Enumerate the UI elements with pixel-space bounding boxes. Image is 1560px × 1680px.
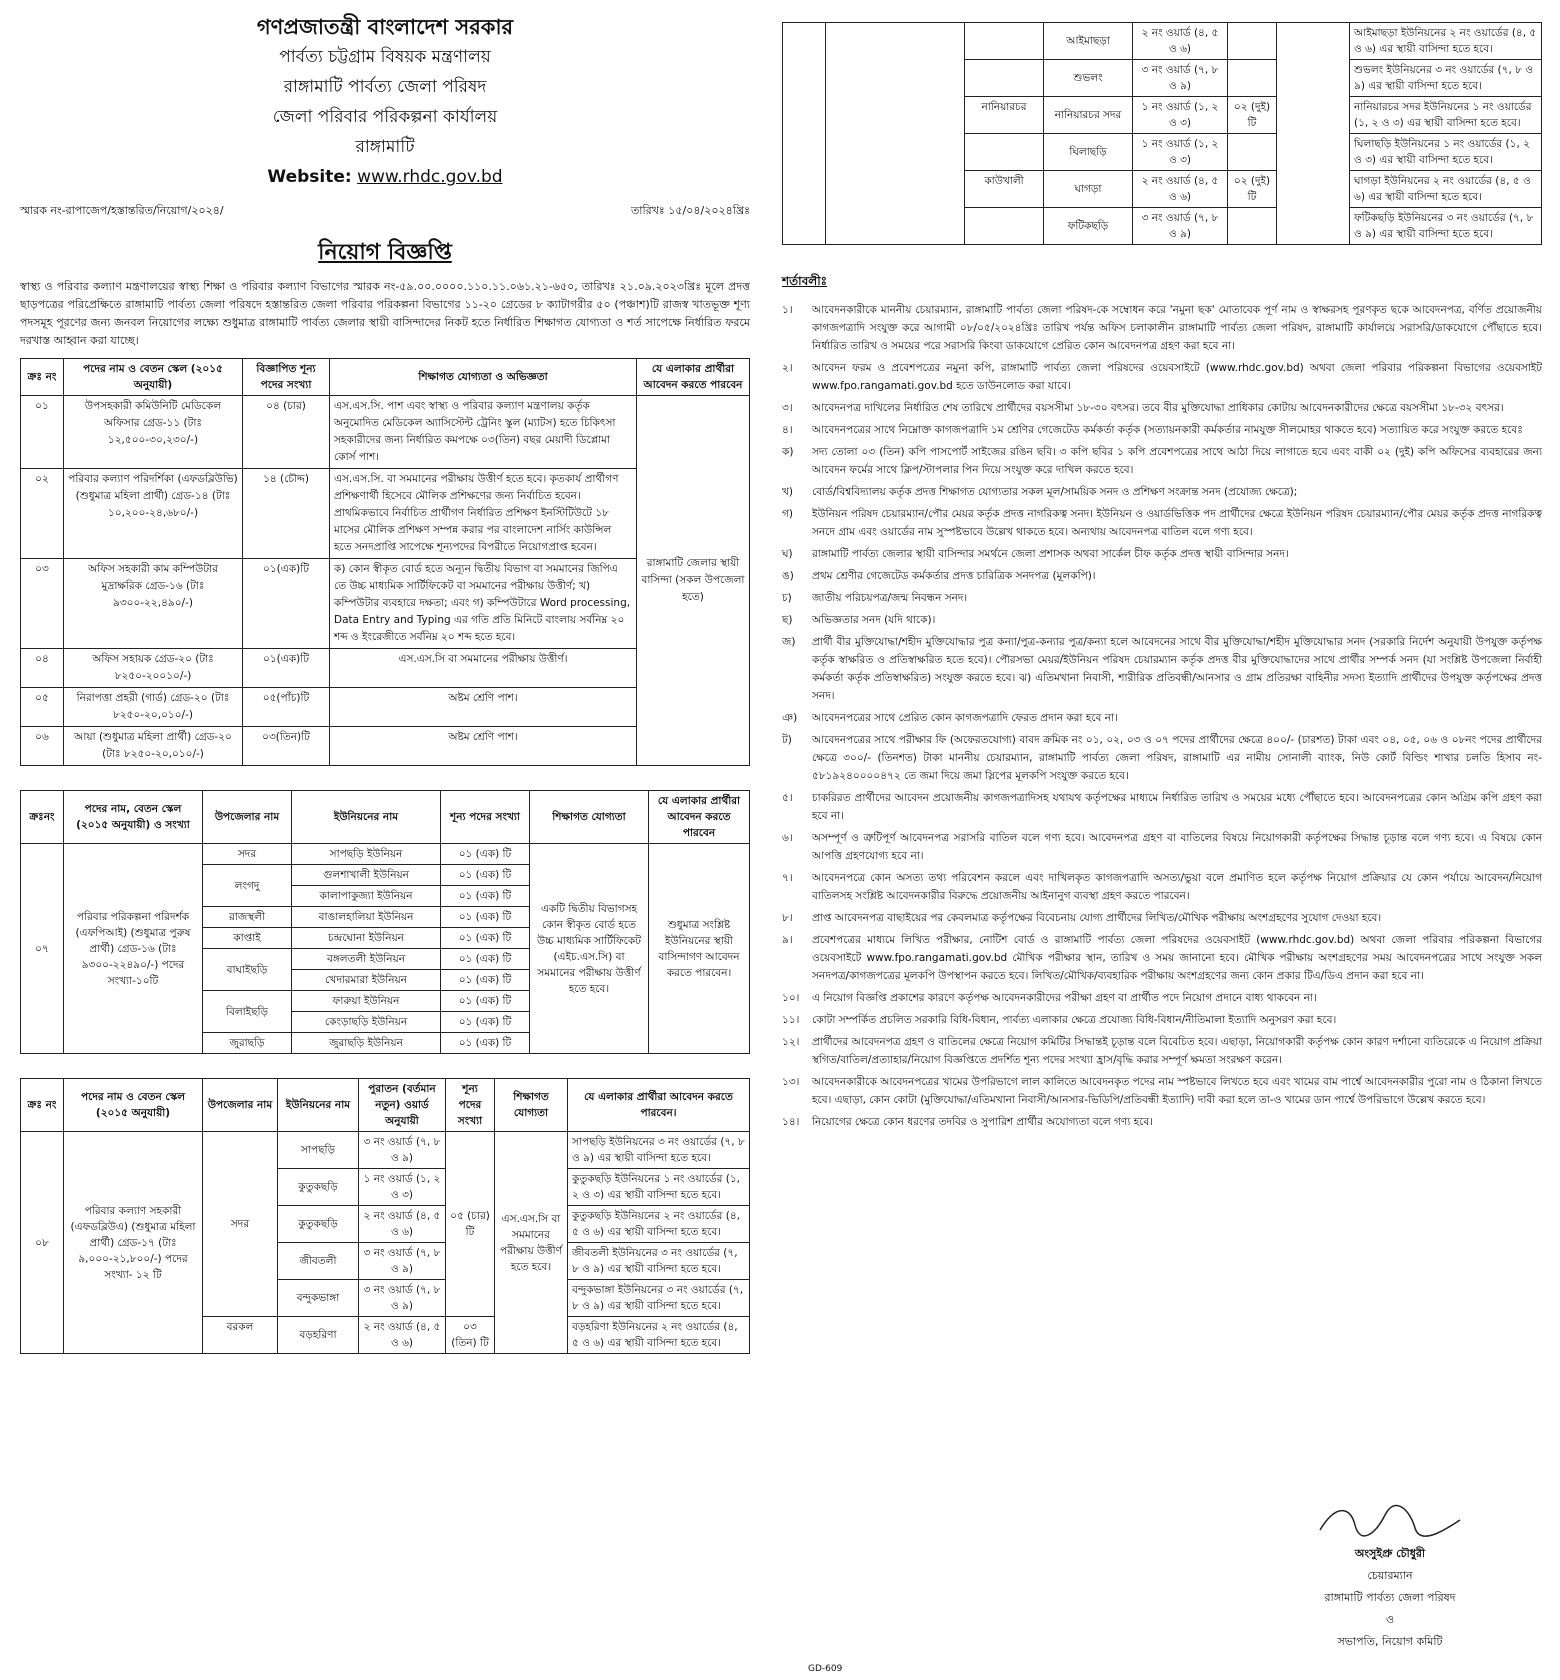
term-number: ছ) bbox=[782, 614, 793, 626]
term-text: অসম্পূর্ণ ও ত্রুটিপূর্ণ আবেদনপত্র সরাসরি বাতিল বলে গণ্য হবে। আবেদনপত্র গ্রহণ বা বাতিলের বিষয়ে নিয়োগকারী কর্তৃপক্ষের সিদ্ধান্ত চূড়ান্ত বলে গণ্য হবে। এ বিষয়ে কোন আপত্তি গ্রহণযোগ্য হবে না। bbox=[812, 832, 1542, 862]
union-cell: সাপছড়ি bbox=[278, 1132, 359, 1169]
col-header: পদের নাম ও বেতন স্কেল (২০১৫ অনুযায়ী) bbox=[64, 359, 243, 396]
ward-cell: ৩ নং ওয়ার্ড (৭, ৮ ও ৯) bbox=[359, 1280, 446, 1317]
term-item bbox=[782, 567, 1542, 585]
qualification-cell: এস.এস.সি. বা সমমানের পরীক্ষায় উত্তীর্ণ হতে হবে। কৃতকার্য প্রার্থীগণ প্রশিক্ষণার্থী হিসেবে মৌলিক প্রশিক্ষণের জন্য নির্বাচিত হবেন। প্রাথমিকভাবে নির্বাচিত প্রার্থীগণ নির্ধারিত প্রশিক্ষণ ইনস্টিটিউটে ১৮ মাসের মৌলিক প্রশিক্ষণ সম্পন্ন করার পর বাংলাদেশ নার্সিং কাউন্সিল হতে সনদপ্রাপ্তি সাপেক্ষে শূন্যপদের বিপরীতে নিয়োগপ্রাপ্ত হবেন। bbox=[330, 469, 637, 559]
union-cell: বন্দুকভাঙ্গা bbox=[278, 1280, 359, 1317]
col-header: শিক্ষাগত যোগ্যতা bbox=[495, 1079, 568, 1132]
term-number: ১৩। bbox=[782, 1076, 800, 1088]
serial-cell: ০৬ bbox=[21, 727, 64, 766]
col-header: ক্রঃনং bbox=[21, 791, 64, 844]
upazila-cell: নানিয়ারচর bbox=[965, 97, 1044, 134]
post-cell: উপসহকারী কমিউনিটি মেডিকেল অফিসার গ্রেড-১১ (টাঃ ১২,৫০০-৩০,২৩০/-) bbox=[64, 396, 243, 469]
term-number: ৩। bbox=[782, 402, 793, 414]
count-cell: ০১ (এক) টি bbox=[441, 949, 530, 970]
signatory-office: রাঙ্গামাটি পার্বত্য জেলা পরিষদ bbox=[1324, 1591, 1456, 1604]
term-number: ঙ) bbox=[782, 570, 794, 582]
upazila-cell: কাপ্তাই bbox=[203, 928, 292, 949]
count-cell: ০১ (এক) টি bbox=[441, 991, 530, 1012]
col-header: যে এলাকার প্রার্থীরা আবেদন করতে পারবেন bbox=[649, 791, 750, 844]
ward-cell: ১ নং ওয়ার্ড (১, ২ ও ৩) bbox=[359, 1169, 446, 1206]
union-cell: নানিয়ারচর সদর bbox=[1044, 97, 1133, 134]
count-cell: ০১(এক)টি bbox=[243, 649, 330, 688]
post-cell: আয়া (শুধুমাত্র মহিলা প্রার্থী) গ্রেড-২০ (টাঃ ৮২৫০-২০,০১০/-) bbox=[64, 727, 243, 766]
upazila-cell: জুরাছড়ি bbox=[203, 1033, 292, 1054]
reference-line bbox=[20, 202, 750, 221]
upazila-cell bbox=[965, 60, 1044, 97]
area-cell: আইমাছড়া ইউনিয়নের ২ নং ওয়ার্ডের (৪, ৫ ও ৬) এর স্থায়ী বাসিন্দা হতে হবে। bbox=[1350, 23, 1542, 60]
term-item bbox=[782, 1113, 1542, 1131]
qualification-cell: অষ্টম শ্রেণি পাশ। bbox=[330, 727, 637, 766]
union-cell: কুতুকছড়ি bbox=[278, 1206, 359, 1243]
website-line bbox=[20, 162, 750, 192]
col-header: ক্রঃ নং bbox=[21, 359, 64, 396]
col-header: শূন্য পদের সংখ্যা bbox=[441, 791, 530, 844]
qualification-cell: এস.এস.সি বা সমমানের পরীক্ষায় উত্তীর্ণ হতে হবে। bbox=[495, 1132, 568, 1354]
term-number: গ) bbox=[782, 508, 793, 520]
union-cell: সাপছড়ি ইউনিয়ন bbox=[292, 844, 441, 865]
term-item bbox=[782, 909, 1542, 927]
term-item bbox=[782, 709, 1542, 727]
count-cell: ০১(এক)টি bbox=[243, 559, 330, 649]
term-text: কোটা সম্পর্কিত প্রচলিত সরকারি বিধি-বিধান, পার্বত্য এলাকার ক্ষেত্রে প্রযোজ্য বিধি-বিধান/নীতিমালা ইত্যাদি অনুসরণ করা হবে। bbox=[812, 1014, 1337, 1026]
term-text: চাকরিরত প্রার্থীদের আবেদন প্রয়োজনীয় কাগজপত্রাদিসহ যথাযথ কর্তৃপক্ষের মাধ্যমে নির্ধারিত তারিখ ও সময়ের মধ্যে পৌঁছাতে হবে। আবেদনপত্রের কোন অগ্রিম কপি গ্রহণ করা হবে না। bbox=[812, 792, 1542, 822]
term-item bbox=[782, 589, 1542, 607]
count-cell: ০৫(পাঁচ)টি bbox=[243, 688, 330, 727]
area-cell: বন্দুকভাঙ্গা ইউনিয়নের ৩ নং ওয়ার্ডের (৭, ৮ ও ৯) এর স্থায়ী বাসিন্দা হতে হবে। bbox=[568, 1280, 750, 1317]
signatory-name: অংসুইপ্রু চৌধুরী bbox=[1354, 1547, 1426, 1560]
term-text: অভিজ্ঞতার সনদ (যদি থাকে)। bbox=[812, 614, 936, 626]
qualification-cell bbox=[1277, 23, 1350, 245]
term-item bbox=[782, 301, 1542, 355]
col-header: যে এলাকার প্রার্থীরা আবেদন করতে পারবেন। bbox=[568, 1079, 750, 1132]
col-header: ইউনিয়নের নাম bbox=[278, 1079, 359, 1132]
area-cell: নানিয়ারচর সদর ইউনিয়নের ১ নং ওয়ার্ডের (১, ২ ও ৩) এর স্থায়ী বাসিন্দা হতে হবে। bbox=[1350, 97, 1542, 134]
count-cell bbox=[1228, 208, 1277, 245]
term-text: আবেদনপত্রের সাথে প্রেরিত কোন কাগজপত্রাদি ফেরত প্রদান করা হবে না। bbox=[812, 712, 1118, 724]
post-cell: অফিস সহায়ক গ্রেড-২০ (টাঃ ৮২৫০-২০০১০/-) bbox=[64, 649, 243, 688]
count-cell: ০৪ (চার) bbox=[243, 396, 330, 469]
ward-cell: ২ নং ওয়ার্ড (৪, ৫ ও ৬) bbox=[1133, 171, 1228, 208]
right-column bbox=[782, 0, 1542, 1135]
serial-cell: ০৭ bbox=[21, 844, 64, 1054]
term-item bbox=[782, 931, 1542, 985]
term-text: আবেদনপত্রে কোন অসত্য তথ্য পরিবেশন করলে এবং দাখিলকৃত কাগজপত্রাদি অসত্য/ভুয়া বলে প্রমাণিত হলে কর্তৃপক্ষ নিয়োগ প্রক্রিয়ার যে কোন পর্যায়ে আবেদন/নিয়োগ বাতিলসহ সংশ্লিষ্ট আবেদনকারীর বিরুদ্ধে প্রয়োজনীয় আইনানুগ ব্যবস্থা গ্রহণ করতে পারবেন। bbox=[812, 872, 1542, 902]
term-text: এ নিয়োগ বিজ্ঞপ্তি প্রকাশের কারণে কর্তৃপক্ষ আবেদনকারীদের পরীক্ষা গ্রহণ বা প্রার্থীত পদে নিয়োগ প্রদানে বাধ্য থাকবেন না। bbox=[812, 992, 1317, 1004]
signatory-role: চেয়ারম্যান bbox=[1367, 1569, 1413, 1582]
count-cell: ০১ (এক) টি bbox=[441, 865, 530, 886]
term-text: সদ্য তোলা ০৩ (তিন) কপি পাসপোর্ট সাইজের রঙিন ছবি। ৩ কপি ছবির ১ কপি প্রবেশপত্রের সাথে আঠা দিয়ে লাগাতে হবে এবং বাকী ০২ (দুই) কপি অফিসের ব্যবহারের জন্য আবেদন ফর্মের সাথে ক্লিপ/স্টাপলার পিন দিয়ে সংযুক্ত করে দাখিল করতে হবে। bbox=[812, 446, 1542, 476]
signature-image bbox=[1315, 1500, 1465, 1540]
area-cell: বড়হরিণা ইউনিয়নের ২ নং ওয়ার্ডের (৪, ৫ ও ৬) এর স্থায়ী বাসিন্দা হতে হবে। bbox=[568, 1317, 750, 1354]
term-number: ঞ) bbox=[782, 712, 798, 724]
term-number: ১২। bbox=[782, 1036, 800, 1048]
term-text: আবেদনকারীকে আবেদনপত্রের খামের উপরিভাগে লাল কালিতে আবেদনকৃত পদের নাম স্পষ্টভাবে লিখতে হবে এবং খামের বাম পার্শ্বে আবেদনকারীর পুরো নাম ও ঠিকানা লিখতে হবে। এছাড়া, কোন কোটা (মুক্তিযোদ্ধা/এতিমখানা নিবাসী/আনসার-ভিডিপি/প্রতিবন্ধী ইত্যাদি) দাবী করা হলে তা-ও খামের ডান পার্শ্বে উপরিভাগে উল্লেখ করতে হবে। bbox=[812, 1076, 1542, 1106]
term-item bbox=[782, 869, 1542, 905]
union-cell: খেদারমারা ইউনিয়ন bbox=[292, 970, 441, 991]
post-cell: পরিবার কল্যাণ সহকারী (এফডব্লিউএ) (শুধুমাত্র মহিলা প্রার্থী) গ্রেড-১৭ (টাঃ ৯,০০০-২১,৮০০/-) পদের সংখ্যা- ১২ টি bbox=[64, 1132, 203, 1354]
term-number: ৭। bbox=[782, 872, 793, 884]
area-cell: শুধুমাত্র সংশ্লিষ্ট ইউনিয়নের স্থায়ী বাসিন্দাগণ আবেদন করতে পারবেন। bbox=[649, 844, 750, 1054]
ward-cell: ২ নং ওয়ার্ড (৪, ৫ ও ৬) bbox=[359, 1206, 446, 1243]
term-item bbox=[782, 989, 1542, 1007]
area-cell: ঘাগড়া ইউনিয়নের ২ নং ওয়ার্ডের (৪, ৫ ও ৬) এর স্থায়ী বাসিন্দা হতে হবে। bbox=[1350, 171, 1542, 208]
term-text: ইউনিয়ন পরিষদ চেয়ারম্যান/পৌর মেয়র কর্তৃক প্রদত্ত নাগরিকত্ব সনদ। ইউনিয়ন ও ওয়ার্ডভিত্তিক পদ প্রার্থীদের ক্ষেত্রে ইউনিয়ন পরিষদ চেয়ারম্যান/পৌর মেয়র কর্তৃক প্রদত্ত নাগরিকত্ব সনদে গ্রাম এবং ওয়ার্ডের নাম সুস্পষ্টভাবে উল্লেখ থাকতে হবে। অন্যথায় আবেদনপত্র বাতিল বলে গণ্য হবে। bbox=[812, 508, 1543, 538]
letterhead bbox=[20, 12, 750, 192]
term-number: ১৪। bbox=[782, 1116, 800, 1128]
website-link[interactable]: www.rhdc.gov.bd bbox=[357, 167, 503, 187]
term-number: ৯। bbox=[782, 934, 793, 946]
area-cell: সাপছড়ি ইউনিয়নের ৩ নং ওয়ার্ডের (৭, ৮ ও ৯) এর স্থায়ী বাসিন্দা হতে হবে। bbox=[568, 1132, 750, 1169]
table-row bbox=[21, 396, 750, 469]
qualification-cell: এস.এস.সি. পাশ এবং স্বাস্থ্য ও পরিবার কল্যাণ মন্ত্রণালয় কর্তৃক অনুমোদিত মেডিকেল অ্যাসিস্টেন্ট ট্রেনিং স্কুল (ম্যাটস) হতে চিকিৎসা সহকারীদের জন্য নির্ধারিত কমপক্ষে ০৩(তিন) বছর মেয়াদী ডিপ্লোমা কোর্স পাশ। bbox=[330, 396, 637, 469]
term-text: বোর্ড/বিশ্ববিদ্যালয় কর্তৃক প্রদত্ত শিক্ষাগত যোগ্যতার সকল মূল/সাময়িক সনদ ও প্রশিক্ষণ সংক্রান্ত সনদ (প্রযোজ্য ক্ষেত্রে); bbox=[812, 486, 1298, 498]
area-cell: শুভলং ইউনিয়নের ৩ নং ওয়ার্ডের (৭, ৮ ও ৯) এর স্থায়ী বাসিন্দা হতে হবে। bbox=[1350, 60, 1542, 97]
term-item bbox=[782, 359, 1542, 395]
term-item bbox=[782, 505, 1542, 541]
upazila-cell: লংগদু bbox=[203, 865, 292, 907]
term-number: ৪। bbox=[782, 424, 793, 436]
area-cell: কুতুকছড়ি ইউনিয়নের ১ নং ওয়ার্ডের (১, ২ ও ৩) এর স্থায়ী বাসিন্দা হতে হবে। bbox=[568, 1169, 750, 1206]
union-cell: গুলশাখালী ইউনিয়ন bbox=[292, 865, 441, 886]
term-text: আবেদন ফরম ও প্রবেশপত্রের নমুনা কপি, রাঙ্গামাটি পার্বত্য জেলা পরিষদের ওয়েবসাইটে (www.rhdc.gov.bd) অথবা জেলা পরিবার পরিকল্পনা বিভাগের ওয়েবসাইট www.fpo.rangamati.gov.bd হতে ডাউনলোড করা যাবে। bbox=[812, 362, 1542, 392]
union-cell: ফটিকছড়ি bbox=[1044, 208, 1133, 245]
union-cell: কেংড়াছড়ি ইউনিয়ন bbox=[292, 1012, 441, 1033]
term-item bbox=[782, 483, 1542, 501]
term-number: ৬। bbox=[782, 832, 793, 844]
serial-cell: ০৮ bbox=[21, 1132, 64, 1354]
area-cell: জীবতলী ইউনিয়নের ৩ নং ওয়ার্ডের (৭, ৮ ও ৯) এর স্থায়ী বাসিন্দা হতে হবে। bbox=[568, 1243, 750, 1280]
area-cell: রাঙ্গামাটি জেলার স্থায়ী বাসিন্দা (সকল উপজেলা হতে) bbox=[637, 396, 750, 766]
serial-cell: ০৫ bbox=[21, 688, 64, 727]
ward-cell: ৩ নং ওয়ার্ড (৭, ৮ ও ৯) bbox=[1133, 208, 1228, 245]
signatory-committee: সভাপতি, নিয়োগ কমিটি bbox=[1337, 1635, 1443, 1648]
post-cell: পরিবার কল্যাণ পরিদর্শিকা (এফডব্লিউভি) (শুধুমাত্র মহিলা প্রার্থী) গ্রেড-১৪ (টাঃ ১০,২০০-২৪,৬৮০/-) bbox=[64, 469, 243, 559]
col-header: যে এলাকার প্রার্থীরা আবেদন করতে পারবেন bbox=[637, 359, 750, 396]
upazila-cell: বাঘাইছড়ি bbox=[203, 949, 292, 991]
term-number: ক) bbox=[782, 446, 794, 458]
serial-cell: ০২ bbox=[21, 469, 64, 559]
union-cell: ঘাগড়া bbox=[1044, 171, 1133, 208]
union-cell: শুভলং bbox=[1044, 60, 1133, 97]
post-cell bbox=[826, 23, 965, 245]
count-cell: ০১ (এক) টি bbox=[441, 928, 530, 949]
terms-list bbox=[782, 301, 1542, 1131]
ward-cell: ২ নং ওয়ার্ড (৪, ৫ ও ৬) bbox=[1133, 23, 1228, 60]
col-header: পুরাতন (বর্তমান নতুন) ওয়ার্ড অনুযায়ী bbox=[359, 1079, 446, 1132]
ward-cell: ৩ নং ওয়ার্ড (৭, ৮ ও ৯) bbox=[1133, 60, 1228, 97]
term-item bbox=[782, 399, 1542, 417]
memo-number: স্মারক নং-রাপাজেপ/হস্তান্তরিত/নিয়োগ/২০২৪/ bbox=[20, 204, 224, 217]
upazila-cell: বরকল bbox=[203, 1317, 278, 1354]
office-name: জেলা পরিবার পরিকল্পনা কার্যালয় bbox=[272, 107, 498, 127]
term-number: ঘ) bbox=[782, 548, 793, 560]
term-number: চ) bbox=[782, 592, 792, 604]
count-cell: ০১ (এক) টি bbox=[441, 844, 530, 865]
notice-title: নিয়োগ বিজ্ঞপ্তি bbox=[318, 240, 452, 265]
document-code: GD-609 bbox=[808, 1664, 843, 1674]
count-cell bbox=[1228, 60, 1277, 97]
council-name: রাঙ্গামাটি পার্বত্য জেলা পরিষদ bbox=[283, 77, 487, 97]
term-item bbox=[782, 789, 1542, 825]
ward-cell: ৩ নং ওয়ার্ড (৭, ৮ ও ৯) bbox=[359, 1243, 446, 1280]
count-cell: ০২ (দুই) টি bbox=[1228, 171, 1277, 208]
upazila-cell: কাউখালী bbox=[965, 171, 1044, 208]
union-cell: আইমাছড়া bbox=[1044, 23, 1133, 60]
term-item bbox=[782, 443, 1542, 479]
union-cell: ঘিলাছড়ি bbox=[1044, 134, 1133, 171]
term-number: ৮। bbox=[782, 912, 793, 924]
serial-cell: ০১ bbox=[21, 396, 64, 469]
government-title: গণপ্রজাতন্ত্রী বাংলাদেশ সরকার bbox=[256, 15, 514, 39]
upazila-cell bbox=[965, 23, 1044, 60]
intro-paragraph: স্বাস্থ্য ও পরিবার কল্যাণ মন্ত্রণালয়ের স্বাস্থ্য শিক্ষা ও পরিবার কল্যাণ বিভাগের স্মারক নং-৫৯.০০.০০০০.১১০.১১.০৬১.২১-৬৫০, তারিখঃ ২১.০৯.২০২৩খ্রিঃ মূলে প্রদত্ত ছাড়পত্রের পরিপ্রেক্ষিতে রাঙ্গামাটি পার্বত্য জেলা পরিষদে হস্তান্তরিত জেলা পরিবার পরিকল্পনা বিভাগের ১১-২০ গ্রেডের ৮ ক্যাটাগরীর ৫০ (পঞ্চাশ)টি রাজস্ব খাতভূক্ত শূণ্য পদসমূহ পূরণের জন্য জনবল নিয়োগের লক্ষ্যে শুধুমাত্র রাঙ্গামাটি পার্বত্য জেলার স্থায়ী বাসিন্দাদের নিকট হতে নির্ধারিত শিক্ষাগত যোগ্যতা ও শর্ত সাপেক্ষে নির্ধারিত ফরমে দরখাস্ত আহ্বান করা যাচ্ছে। bbox=[20, 280, 750, 347]
union-cell: বঙ্গলতলী ইউনিয়ন bbox=[292, 949, 441, 970]
post-cell: অফিস সহকারী কাম কম্পিউটার মুদ্রাক্ষরিক গ্রেড-১৬ (টাঃ ৯৩০০-২২,৪৯০/-) bbox=[64, 559, 243, 649]
col-header: উপজেলার নাম bbox=[203, 1079, 278, 1132]
upazila-cell bbox=[965, 208, 1044, 245]
col-header: শূন্য পদের সংখ্যা bbox=[446, 1079, 495, 1132]
union-cell: বাঙালহালিয়া ইউনিয়ন bbox=[292, 907, 441, 928]
term-number: জ) bbox=[782, 636, 796, 648]
post-cell: পরিবার পরিকল্পনা পরিদর্শক (এফপিআই) (শুধুমাত্র পুরুষ প্রার্থী) গ্রেড-১৬ (টাঃ ৯৩০০-২২৪৯০/-) পদের সংখ্যা-১০টি bbox=[64, 844, 203, 1054]
term-number: ৫। bbox=[782, 792, 793, 804]
terms-heading: শর্তাবলীঃ bbox=[782, 274, 828, 288]
term-item bbox=[782, 731, 1542, 785]
term-text: আবেদনপত্রের সাথে পরীক্ষার ফি (অফেরতযোগ্য) বাবদ ক্রমিক নং ০১, ০২, ০৩ ও ০৭ পদের প্রার্থীদের ক্ষেত্রে ৪০০/- (চারশত) টাকা এবং ০৪, ০৫, ০৬ ও ০৮নং পদের প্রার্থীদের ক্ষেত্রে ৩০০/- (তিনশত) টাকা মাননীয় চেয়ারম্যান, রাঙ্গামাটি পার্বত্য জেলা পরিষদ, রাঙ্গামাটি এর নামীয় সোনালী ব্যাংক, নিউ কোর্ট বিল্ডিং শাখার চলতি হিসাব নং- ৫৮১৯২৪০০০০৪৭২ তে জমা দিয়ে জমা স্লিপের মূলকপি সংযুক্ত করতে হবে। bbox=[812, 734, 1542, 782]
fwa-table bbox=[20, 1078, 750, 1354]
term-number: ট) bbox=[782, 734, 792, 746]
upazila-cell: সদর bbox=[203, 844, 292, 865]
count-cell: ০১ (এক) টি bbox=[441, 970, 530, 991]
term-text: রাঙ্গামাটি পার্বত্য জেলার স্থায়ী বাসিন্দার সমর্থনে জেলা প্রশাসক অথবা সার্কেল চীফ কর্তৃক প্রদত্ত স্থায়ী বাসিন্দার সনদ। bbox=[812, 548, 1289, 560]
qualification-cell: এস.এস.সি বা সমমানের পরীক্ষায় উত্তীর্ণ। bbox=[330, 649, 637, 688]
upazila-cell: রাজস্থলী bbox=[203, 907, 292, 928]
term-item bbox=[782, 545, 1542, 563]
term-item bbox=[782, 421, 1542, 439]
term-text: আবেদনপত্রের সাথে নিম্নোক্ত কাগজপত্রাদি ১ম শ্রেণির গেজেটেড কর্মকর্তা কর্তৃক (সত্যায়নকারী কর্মকর্তার নামযুক্ত সীলমোহর থাকতে হবে) সত্যায়িত করে সংযুক্ত করতে হবেঃ bbox=[812, 424, 1523, 436]
count-cell bbox=[1228, 134, 1277, 171]
posts-table bbox=[20, 358, 750, 766]
term-number: খ) bbox=[782, 486, 793, 498]
upazila-cell bbox=[965, 134, 1044, 171]
signature-block bbox=[1290, 1500, 1490, 1653]
term-text: জাতীয় পরিচয়পত্র/জন্ম নিবন্ধন সনদ। bbox=[812, 592, 968, 604]
qualification-cell: অষ্টম শ্রেণি পাশ। bbox=[330, 688, 637, 727]
col-header: পদের নাম, বেতন স্কেল (২০১৫ অনুযায়ী) ও সংখ্যা bbox=[64, 791, 203, 844]
term-number: ১১। bbox=[782, 1014, 800, 1026]
term-item bbox=[782, 633, 1542, 705]
left-column bbox=[20, 0, 750, 1354]
union-cell: চন্দ্রঘোনা ইউনিয়ন bbox=[292, 928, 441, 949]
city-name: রাঙ্গামাটি bbox=[355, 137, 415, 157]
area-cell: ঘিলাছড়ি ইউনিয়নের ১ নং ওয়ার্ডের (১, ২ ও ৩) এর স্থায়ী বাসিন্দা হতে হবে। bbox=[1350, 134, 1542, 171]
col-header: বিজ্ঞাপিত শূন্য পদের সংখ্যা bbox=[243, 359, 330, 396]
count-cell: ০৩ (তিন) টি bbox=[446, 1317, 495, 1354]
term-item bbox=[782, 1073, 1542, 1109]
count-cell: ০৫ (চার) টি bbox=[446, 1132, 495, 1317]
union-cell: বড়হরিণা bbox=[278, 1317, 359, 1354]
fwa-table-continued bbox=[782, 22, 1542, 245]
term-text: আবেদনকারীকে মাননীয় চেয়ারম্যান, রাঙ্গামাটি পার্বত্য জেলা পরিষদ-কে সম্বোধন করে 'নমুনা ছক' মোতাবেক পূর্ণ নাম ও স্বাক্ষরসহ পূরণকৃত ছকে আবেদনপত্র, বর্ণিত প্রয়োজনীয় কাগজপত্রাদি সংযুক্ত করে আগামী ০৮/০৫/২০২৪খ্রিঃ তারিখ পর্যন্ত অফিস চলাকালীন রাঙ্গামাটি পার্বত্য জেলা পরিষদ, রাঙ্গামাটি কার্যালয়ে সরাসরি/ডাকযোগে পৌঁছাতে হবে। নির্ধারিত তারিখ ও সময়ের পরে সরাসরি কিংবা ডাকযোগে প্রেরিত কোন আবেদনপত্র গ্রহণ করা হবে না। bbox=[812, 304, 1542, 352]
col-header: ইউনিয়নের নাম bbox=[292, 791, 441, 844]
term-item bbox=[782, 1033, 1542, 1069]
ward-cell: ১ নং ওয়ার্ড (১, ২ ও ৩) bbox=[1133, 97, 1228, 134]
union-cell: জুরাছড়ি ইউনিয়ন bbox=[292, 1033, 441, 1054]
post-cell: নিরাপত্তা প্রহরী (গার্ড) গ্রেড-২০ (টাঃ ৮২৫০-২০,০১০/-) bbox=[64, 688, 243, 727]
website-label: Website: bbox=[267, 167, 352, 187]
count-cell: ০১ (এক) টি bbox=[441, 1012, 530, 1033]
col-header: শিক্ষাগত যোগ্যতা bbox=[530, 791, 649, 844]
area-cell: কুতুকছড়ি ইউনিয়নের ২ নং ওয়ার্ডের (৪, ৫ ও ৬) এর স্থায়ী বাসিন্দা হতে হবে। bbox=[568, 1206, 750, 1243]
table-row bbox=[21, 844, 750, 865]
term-item bbox=[782, 829, 1542, 865]
count-cell: ০২ (দুই) টি bbox=[1228, 97, 1277, 134]
term-number: ১। bbox=[782, 304, 793, 316]
term-text: প্রথম শ্রেণীর গেজেটেড কর্মকর্তার প্রদত্ত চারিত্রিক সনদপত্র (মূলকপি)। bbox=[812, 570, 1096, 582]
count-cell bbox=[1228, 23, 1277, 60]
signatory-conjunction: ও bbox=[1385, 1613, 1395, 1626]
term-item bbox=[782, 1011, 1542, 1029]
serial-cell: ০৩ bbox=[21, 559, 64, 649]
term-text: নিয়োগের ক্ষেত্রে কোন ধরণের তদবির ও সুপারিশ প্রার্থীর অযোগ্যতা বলে গণ্য হবে। bbox=[812, 1116, 1153, 1128]
col-header: পদের নাম ও বেতন স্কেল (২০১৫ অনুযায়ী) bbox=[64, 1079, 203, 1132]
count-cell: ০১ (এক) টি bbox=[441, 1033, 530, 1054]
term-number: ২। bbox=[782, 362, 793, 374]
serial-cell bbox=[783, 23, 826, 245]
fpi-table bbox=[20, 790, 750, 1054]
union-cell: জীবতলী bbox=[278, 1243, 359, 1280]
col-header: শিক্ষাগত যোগ্যতা ও অভিজ্ঞতা bbox=[330, 359, 637, 396]
qualification-cell: ক) কোন স্বীকৃত বোর্ড হতে অন্যূন দ্বিতীয় বিভাগ বা সমমানের জিপিএ তে উচ্চ মাধ্যমিক সার্টিফিকেট বা সমমানের পরীক্ষায় উত্তীর্ণ; খ) কম্পিউটার ব্যবহারে দক্ষতা; এবং গ) কম্পিউটারে Word processing, Data Entry and Typing এর গতি প্রতি মিনিটে বাংলায় সর্বনিম্ন ২০ শব্দ ও ইংরেজীতে সর্বনিম্ন ২০ শব্দ হতে হবে। bbox=[330, 559, 637, 649]
qualification-cell: একটি দ্বিতীয় বিভাগসহ কোন স্বীকৃত বোর্ড হতে উচ্চ মাধ্যমিক সার্টিফিকেট (এইচ.এস.সি) বা সমমানের পরীক্ষায় উত্তীর্ণ হতে হবে। bbox=[530, 844, 649, 1054]
notice-date: তারিখঃ ১৫/০৪/২০২৪খ্রিঃ bbox=[631, 204, 750, 217]
term-text: প্রাপ্ত আবেদনপত্র বাছাইয়ের পর কেবলমাত্র কর্তৃপক্ষের বিবেচনায় যোগ্য প্রার্থীদের লিখিত/মৌখিক পরীক্ষায় অংশগ্রহণের সুযোগ দেওয়া হবে। bbox=[812, 912, 1382, 924]
term-text: প্রার্থী বীর মুক্তিযোদ্ধা/শহীদ মুক্তিযোদ্ধার পুত্র কন্যা/পুত্র-কন্যার পুত্র/কন্যা হলে আবেদনের সাথে বীর মুক্তিযোদ্ধা/শহীদ মুক্তিযোদ্ধার সনদ (সরকারি নির্দেশ অনুযায়ী উপযুক্ত কর্তৃপক্ষ কর্তৃক স্বাক্ষরিত ও প্রতিস্বাক্ষরিত হতে হবে)। পৌরসভা মেয়র/ইউনিয়ন পরিষদ চেয়ারম্যান কর্তৃক প্রদত্ত বীর মুক্তিযোদ্ধাদের সাথে প্রার্থীর সম্পর্ক সনদ (যা সংশ্লিষ্ট উপজেলা নির্বাহী কর্মকর্তা কর্তৃক প্রতিস্বাক্ষরিত) সংযুক্ত করতে হবে। ঝ) এতিমখানা নিবাসী, শারীরিক প্রতিবন্ধী/আনসার ও গ্রাম প্রতিরক্ষা বাহিনীর সদস্য ইত্যাদি প্রার্থীদের উপযুক্ত কর্তৃপক্ষের প্রদত্ত সনদ। bbox=[812, 636, 1542, 702]
ministry-name: পার্বত্য চট্টগ্রাম বিষয়ক মন্ত্রণালয় bbox=[279, 47, 491, 67]
upazila-cell: বিলাইছড়ি bbox=[203, 991, 292, 1033]
upazila-cell: সদর bbox=[203, 1132, 278, 1317]
term-text: প্রবেশপত্রের মাধ্যমে লিখিত পরীক্ষার, নোটিশ বোর্ড ও রাঙ্গামাটি পার্বত্য জেলা পরিষদের ওয়েবসাইট (www.rhdc.gov.bd) অথবা জেলা পরিবার পরিকল্পনা বিভাগের ওয়েবসাইটে www.fpo.rangamati.gov.bd মৌখিক পরীক্ষার স্থান, তারিখ ও সময় জানানো হবে। মৌখিক পরীক্ষায় অংশগ্রহণের সময় আবেদনপত্রের সাথে সংযুক্ত সকল সনদপত্র/কাগজপত্রের মূলকপি উপস্থাপন করতে হবে। লিখিত/মৌখিক/ব্যবহারিক পরীক্ষায় অংশগ্রহণের জন্য কোন প্রকার টিএ/ডিএ প্রদান করা হবে না। bbox=[812, 934, 1542, 982]
union-cell: ফারুয়া ইউনিয়ন bbox=[292, 991, 441, 1012]
col-header: ক্রঃ নং bbox=[21, 1079, 64, 1132]
term-number: ১০। bbox=[782, 992, 800, 1004]
term-item bbox=[782, 611, 1542, 629]
ward-cell: ২ নং ওয়ার্ড (৪, ৫ ও ৬) bbox=[359, 1317, 446, 1354]
count-cell: ১৪ (চৌদ্দ) bbox=[243, 469, 330, 559]
count-cell: ০৩(তিন)টি bbox=[243, 727, 330, 766]
union-cell: কালাপাকুজ্যা ইউনিয়ন bbox=[292, 886, 441, 907]
term-text: আবেদনপত্র দাখিলের নির্ধারিত শেষ তারিখে প্রার্থীদের বয়সসীমা ১৮-৩০ বৎসর। তবে বীর মুক্তিযোদ্ধা প্রাধিকার কোটায় আবেদনকারীদের ক্ষেত্রে বয়সসীমা ১৮-৩২ বৎসর। bbox=[812, 402, 1504, 414]
col-header: উপজেলার নাম bbox=[203, 791, 292, 844]
union-cell: কুতুকছড়ি bbox=[278, 1169, 359, 1206]
count-cell: ০১ (এক) টি bbox=[441, 886, 530, 907]
area-cell: ফটিকছড়ি ইউনিয়নের ৩ নং ওয়ার্ডের (৭, ৮ ও ৯) এর স্থায়ী বাসিন্দা হতে হবে। bbox=[1350, 208, 1542, 245]
term-text: প্রার্থীদের আবেদনপত্র গ্রহণ ও বাতিলের ক্ষেত্রে নিয়োগ কমিটির সিদ্ধান্তই চূড়ান্ত বলে বিবেচিত হবে। এছাড়া, নিয়োগকারী কর্তৃপক্ষ কোন কারণ দর্শানো ব্যতিরেকে এ নিয়োগ প্রক্রিয়া স্থগিত/বাতিল/প্রত্যাহার/নিয়োগ বিজ্ঞপ্তিতে প্রদর্শিত শূন্য পদের সংখ্যা হ্রাস/বৃদ্ধি করার সম্পূর্ণ ক্ষমতা সংরক্ষণ করেন। bbox=[812, 1036, 1542, 1066]
serial-cell: ০৪ bbox=[21, 649, 64, 688]
ward-cell: ৩ নং ওয়ার্ড (৭, ৮ ও ৯) bbox=[359, 1132, 446, 1169]
ward-cell: ১ নং ওয়ার্ড (১, ২ ও ৩) bbox=[1133, 134, 1228, 171]
count-cell: ০১ (এক) টি bbox=[441, 907, 530, 928]
